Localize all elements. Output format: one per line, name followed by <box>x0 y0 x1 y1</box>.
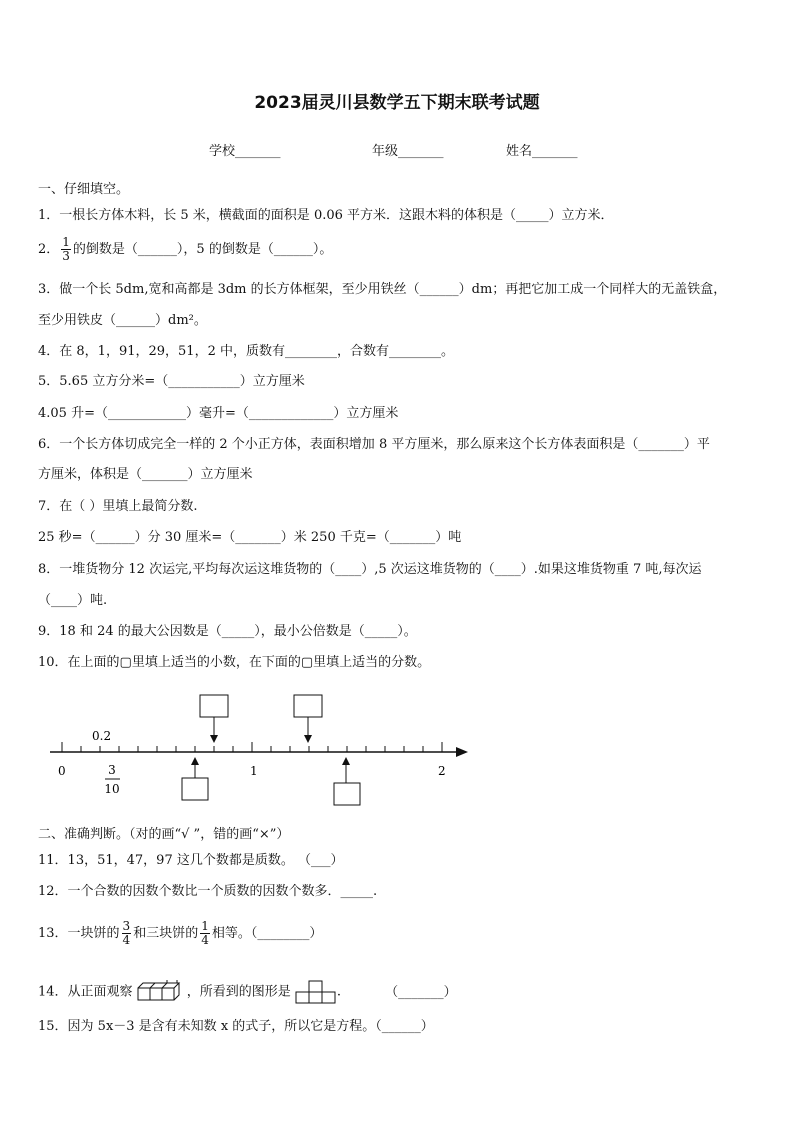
fraction-denominator: 4 <box>201 933 209 947</box>
number-line-ticks <box>62 742 442 752</box>
frac-label-denominator: 10 <box>104 782 120 796</box>
question-14 <box>38 980 457 1004</box>
number-line-figure <box>40 685 480 810</box>
label-0-2: 0.2 <box>92 729 112 743</box>
label-1: 1 <box>250 764 258 778</box>
fraction-numerator: 1 <box>62 235 70 249</box>
question-6-line-2: 方厘米，体积是（_______）立方厘米 <box>38 467 253 482</box>
fraction-numerator: 1 <box>201 919 209 933</box>
grade-field[interactable]: 年级_______ <box>372 144 444 159</box>
question-8-line-2: （____）吨. <box>38 593 108 608</box>
name-field[interactable]: 姓名_______ <box>506 144 578 159</box>
question-3-line-2: 至少用铁皮（______）dm²。 <box>38 313 207 328</box>
question-11: 11．13，51，47，97 这几个数都是质数。 （___） <box>38 853 344 868</box>
answer-box-top-2[interactable] <box>294 695 322 717</box>
answer-box-bottom-2[interactable] <box>334 783 360 805</box>
question-4: 4．在 8，1，91，29，51，2 中，质数有________，合数有________。 <box>38 344 454 359</box>
arrow-down-1-head <box>210 735 218 743</box>
question-7: 7．在（ ）里填上最简分数. <box>38 499 198 514</box>
question-14-pre: 14．从正面观察 <box>38 984 133 1000</box>
question-2-number: 2． <box>38 242 60 257</box>
question-5-line-1: 5．5.65 立方分米=（___________）立方厘米 <box>38 374 305 389</box>
question-14-mid: ，所看到的图形是 <box>186 984 291 1000</box>
label-2: 2 <box>438 764 446 778</box>
cube-stack-figure <box>137 980 187 1004</box>
label-0: 0 <box>58 764 66 778</box>
question-7-blanks: 25 秒=（______）分 30 厘米=（_______）米 250 千克=（_______）吨 <box>38 530 462 545</box>
arrow-up-2-head <box>342 757 350 765</box>
question-6-line-1: 6．一个长方体切成完全一样的 2 个小正方体，表面积增加 8 平方厘米，那么原来这个长方体表面积是（_______）平 <box>38 437 710 452</box>
fraction-denominator: 4 <box>122 933 131 947</box>
question-3-line-1: 3．做一个长 5dm,宽和高都是 3dm 的长方体框架，至少用铁丝（______）dm；再把它加工成一个同样大的无盖铁盒， <box>38 282 727 297</box>
arrow-down-2-head <box>304 735 312 743</box>
question-15: 15．因为 5x－3 是含有未知数 x 的式子，所以它是方程。（______） <box>38 1019 434 1034</box>
question-9: 9．18 和 24 的最大公因数是（_____），最小公倍数是（_____）。 <box>38 624 417 639</box>
school-field[interactable]: 学校_______ <box>209 144 281 159</box>
number-line-arrowhead <box>456 747 468 757</box>
question-1: 1．一根长方体木料，长 5 米，横截面的面积是 0.06 平方米．这跟木料的体积是（_____）立方米． <box>38 208 614 223</box>
question-12: 12．一个合数的因数个数比一个质数的因数个数多．_____. <box>38 884 378 899</box>
fraction-three-quarters <box>122 920 132 947</box>
question-10: 10．在上面的▢里填上适当的小数，在下面的▢里填上适当的分数。 <box>38 655 431 670</box>
fraction-one-quarter <box>200 920 210 947</box>
question-8-line-1: 8．一堆货物分 12 次运完,平均每次运这堆货物的（____）,5 次运这堆货物的（____）.如果这堆货物重 7 吨,每次运 <box>38 562 702 577</box>
question-13-pre: 13．一块饼的 <box>38 926 120 941</box>
answer-box-top-1[interactable] <box>200 695 228 717</box>
question-2 <box>38 236 332 263</box>
question-14-blank[interactable]: （_______） <box>385 984 457 1000</box>
answer-box-bottom-1[interactable] <box>182 778 208 800</box>
section-1-heading: 一、仔细填空。 <box>38 182 130 197</box>
question-13-post: 相等。（________） <box>211 926 323 941</box>
front-view-figure <box>295 980 337 1004</box>
section-2-heading: 二、准确判断。（对的画“√ ”，错的画“×”） <box>38 827 290 842</box>
frac-label-numerator: 3 <box>108 763 116 777</box>
fraction-numerator: 3 <box>122 919 131 933</box>
fraction-denominator: 3 <box>62 249 70 263</box>
question-14-post: . <box>336 984 341 1000</box>
question-13-mid: 和三块饼的 <box>133 926 199 941</box>
question-5-line-2: 4.05 升=（____________）毫升=（_____________）立方厘米 <box>38 406 399 421</box>
fraction-one-third <box>61 236 71 263</box>
question-13 <box>38 920 322 947</box>
arrow-up-1-head <box>191 757 199 765</box>
page-title: 2023届灵川县数学五下期末联考试题 <box>254 93 540 113</box>
question-2-text: 的倒数是（______），5 的倒数是（______）。 <box>72 242 333 257</box>
